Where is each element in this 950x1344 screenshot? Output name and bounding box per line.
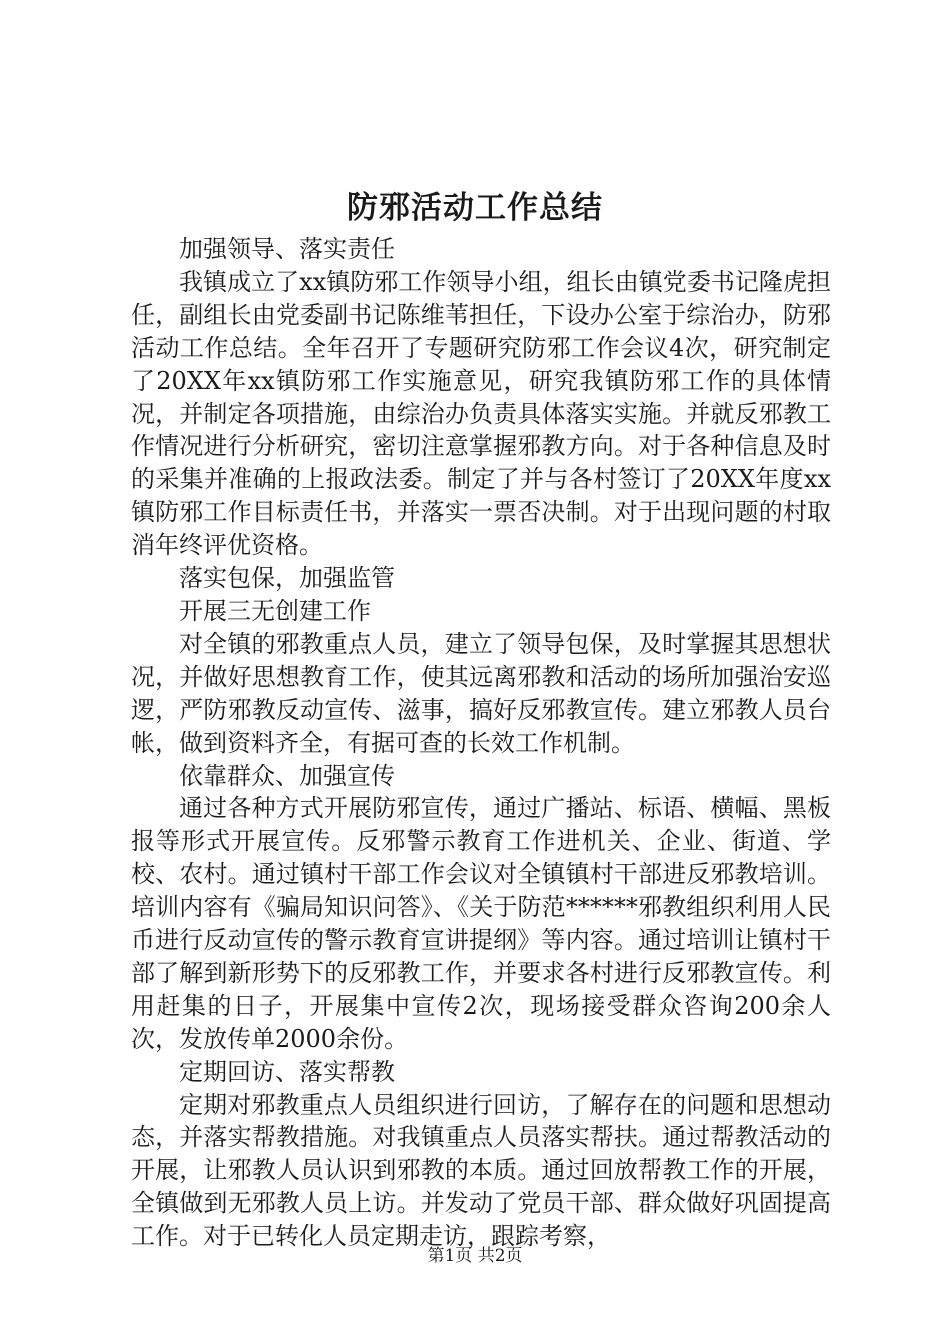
section-heading: 加强领导、落实责任 xyxy=(179,235,395,263)
section-heading: 依靠群众、加强宣传 xyxy=(179,761,395,790)
document-body xyxy=(131,233,831,1253)
document-title: 防邪活动工作总结 xyxy=(347,190,603,226)
page-footer: 第1页 共2页 xyxy=(427,1246,523,1266)
body-paragraph: 我镇成立了xx镇防邪工作领导小组，组长由镇党委书记隆虎担任，副组长由党委副书记陈维苇担任，下设办公室于综治办，防邪活动工作总结。全年召开了专题研究防邪工作会议4次，研究制定了20XX年xx镇防邪工作实施意见，研究我镇防邪工作的具体情况，并制定各项措施，由综治办负责具体落实实施。并就反邪教工作情况进行分析研究，密切注意掌握邪教方向。对于各种信息及时的采集并准确的上报政法委。制定了并与各村签订了20XX年度xx镇防邪工作目标责任书，并落实一票否决制。对于出现问题的村取消年终评优资格。 xyxy=(131,267,831,560)
section-heading: 定期回访、落实帮教 xyxy=(179,1057,395,1086)
section-heading: 开展三无创建工作 xyxy=(179,596,371,625)
section-heading: 落实包保，加强监管 xyxy=(179,564,395,593)
body-paragraph: 对全镇的邪教重点人员，建立了领导包保，及时掌握其思想状况，并做好思想教育工作，使其远离邪教和活动的场所加强治安巡逻，严防邪教反动宣传、滋事，搞好反邪教宣传。建立邪教人员台帐，做到资料齐全，有据可查的长效工作机制。 xyxy=(131,629,831,757)
body-paragraph: 定期对邪教重点人员组织进行回访，了解存在的问题和思想动态，并落实帮教措施。对我镇重点人员落实帮扶。通过帮教活动的开展，让邪教人员认识到邪教的本质。通过回放帮教工作的开展，全镇做到无邪教人员上访。并发动了党员干部、群众做好巩固提高工作。对于已转化人员定期走访，跟踪考察， xyxy=(131,1090,831,1251)
body-paragraph: 通过各种方式开展防邪宣传，通过广播站、标语、横幅、黑板报等形式开展宣传。反邪警示教育工作进机关、企业、街道、学校、农村。通过镇村干部工作会议对全镇镇村干部进反邪教培训。培训内容有《骗局知识问答》、《关于防范******邪教组织利用人民币进行反动宣传的警示教育宣讲提纲》等内容。通过培训让镇村干部了解到新形势下的反邪教工作，并要求各村进行反邪教宣传。利用赶集的日子，开展集中宣传2次，现场接受群众咨询200余人次，发放传单2000余份。 xyxy=(131,794,831,1053)
